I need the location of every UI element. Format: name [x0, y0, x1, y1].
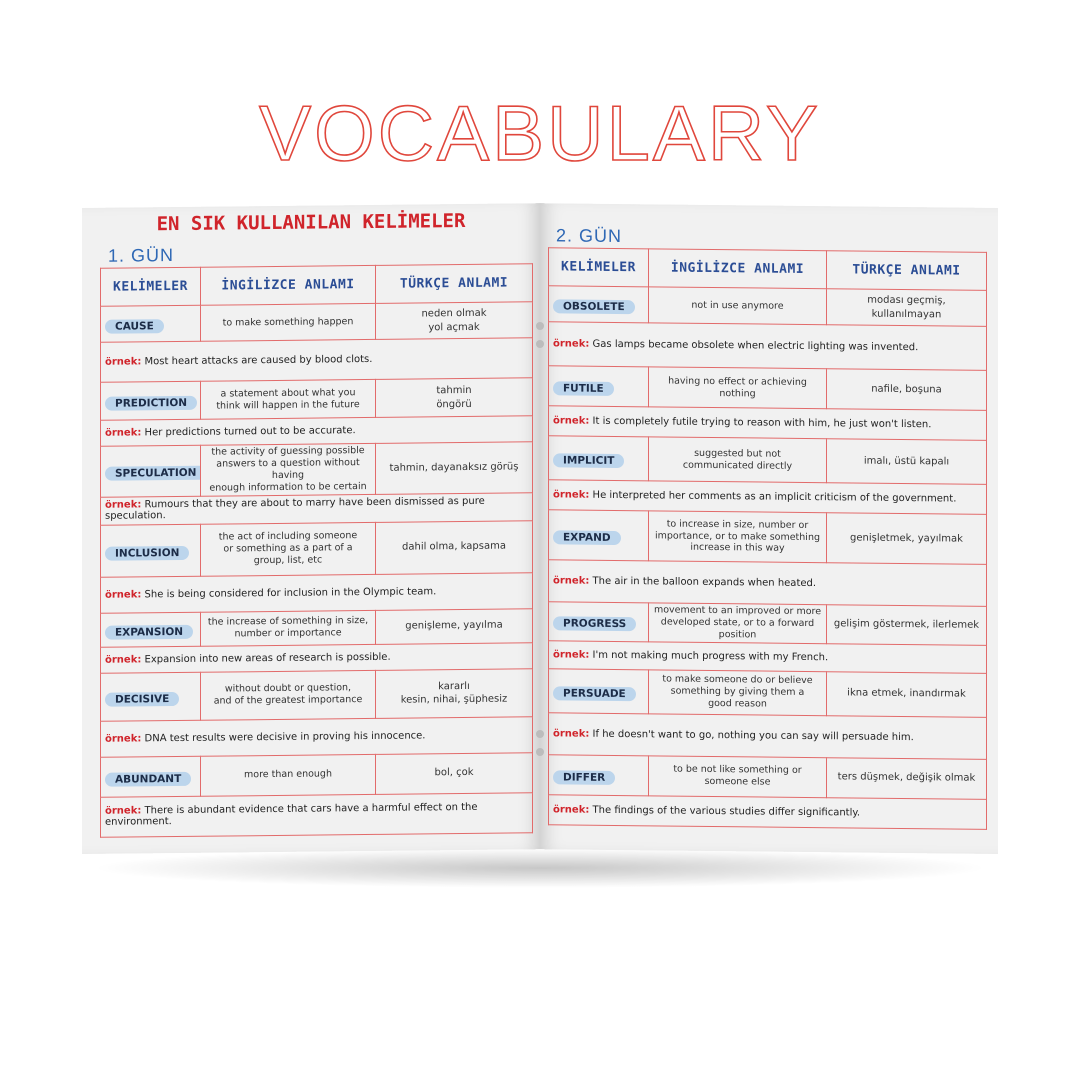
english-meaning: a statement about what you think will happen in the future — [201, 379, 376, 419]
header-words: KELİMELER — [101, 267, 201, 306]
example-text: DNA test results were decisive in proving his innocence. — [144, 729, 426, 744]
english-meaning: to increase in size, number or importance, or to make something increase in this way — [649, 511, 827, 563]
turkish-meaning: dahil olma, kapsama — [376, 520, 533, 574]
english-meaning: the act of including someone or something as a part of a group, list, etc — [201, 522, 376, 576]
example-row — [101, 792, 533, 837]
word-badge: PREDICTION — [105, 396, 197, 411]
word-row — [549, 366, 987, 411]
example-sentence — [549, 406, 987, 441]
word-row — [101, 668, 533, 721]
binding-staple — [536, 748, 544, 756]
word-row — [549, 510, 987, 565]
example-row — [549, 406, 987, 441]
word-cell — [101, 381, 201, 420]
word-cell — [549, 754, 649, 795]
example-text: Rumours that they are about to marry have been dismissed as pure speculation. — [105, 495, 485, 522]
example-text: The air in the balloon expands when heated. — [592, 575, 817, 590]
turkish-meaning: imalı, üstü kapalı — [827, 439, 987, 485]
page-title: EN SIK KULLANILAN KELİMELER — [156, 209, 466, 236]
english-meaning: to be not like something or someone else — [649, 755, 827, 797]
word-badge: DIFFER — [553, 770, 615, 785]
word-badge: SPECULATION — [105, 466, 201, 481]
example-label: örnek: — [105, 805, 142, 817]
left-page — [82, 203, 540, 854]
example-row — [549, 712, 987, 759]
example-sentence — [549, 794, 987, 829]
header-english: İNGİLİZCE ANLAMI — [201, 265, 376, 305]
example-row — [549, 794, 987, 829]
example-label: örnek: — [105, 499, 142, 511]
example-label: örnek: — [105, 356, 142, 368]
english-meaning: having no effect or achieving nothing — [649, 367, 827, 409]
example-text: I'm not making much progress with my French. — [592, 649, 829, 663]
turkish-meaning: genişleme, yayılma — [376, 608, 533, 644]
example-sentence — [101, 572, 533, 613]
example-label: örnek: — [553, 489, 590, 501]
word-row — [101, 752, 533, 797]
example-sentence — [101, 492, 533, 525]
word-row — [549, 286, 987, 327]
example-row — [549, 322, 987, 371]
word-row — [101, 378, 533, 421]
english-meaning: the activity of guessing possible answers to a question without having enough information to be certain — [201, 443, 376, 495]
word-cell — [549, 668, 649, 713]
binding-staple — [536, 340, 544, 348]
header-words: KELİMELER — [549, 248, 649, 287]
turkish-meaning: bol, çok — [376, 752, 533, 794]
binding-staple — [536, 730, 544, 738]
turkish-meaning: modası geçmiş, kullanılmayan — [827, 289, 987, 327]
headline: VOCABULARY — [259, 89, 821, 177]
turkish-meaning: ikna etmek, inandırmak — [827, 671, 987, 717]
turkish-meaning: ters düşmek, değişik olmak — [827, 757, 987, 799]
word-row — [101, 302, 533, 343]
example-sentence — [101, 792, 533, 837]
example-text: Gas lamps became obsolete when electric lighting was invented. — [592, 338, 919, 354]
word-cell — [549, 286, 649, 323]
word-row — [549, 602, 987, 645]
turkish-meaning: nafile, boşuna — [827, 369, 987, 411]
turkish-meaning: gelişim göstermek, ilerlemek — [827, 605, 987, 645]
word-badge: OBSOLETE — [553, 299, 635, 314]
english-meaning: suggested but not communicated directly — [649, 437, 827, 483]
word-badge: CAUSE — [105, 319, 164, 334]
word-cell — [101, 524, 201, 577]
word-badge: PERSUADE — [553, 686, 636, 701]
example-label: örnek: — [105, 653, 142, 666]
english-meaning: to make something happen — [201, 303, 376, 341]
example-sentence — [549, 322, 987, 371]
example-text: The findings of the various studies differ significantly. — [592, 804, 861, 819]
word-row — [549, 668, 987, 717]
example-text: Her predictions turned out to be accurate. — [144, 425, 356, 439]
word-row — [101, 442, 533, 497]
english-meaning: movement to an improved or more developed state, or to a forward position — [649, 603, 827, 643]
word-row — [549, 754, 987, 799]
example-text: He interpreted her comments as an implicit criticism of the government. — [592, 489, 957, 505]
example-label: örnek: — [105, 588, 142, 601]
example-row — [101, 338, 533, 383]
turkish-meaning: genişletmek, yayılmak — [827, 513, 987, 565]
word-cell — [101, 672, 201, 721]
word-row — [101, 608, 533, 647]
word-badge: PROGRESS — [553, 617, 636, 632]
example-row — [101, 492, 533, 525]
word-cell — [549, 366, 649, 407]
example-text: Most heart attacks are caused by blood clots. — [144, 353, 373, 368]
word-cell — [101, 612, 201, 647]
binding-staple — [536, 322, 544, 330]
example-label: örnek: — [553, 415, 590, 427]
turkish-meaning: tahmin öngörü — [376, 378, 533, 418]
example-text: There is abundant evidence that cars have a harmful effect on the environment. — [105, 801, 478, 828]
example-sentence — [101, 338, 533, 383]
table-header — [549, 248, 987, 291]
word-cell — [549, 602, 649, 642]
english-meaning: without doubt or question, and of the greatest importance — [201, 670, 376, 720]
word-badge: EXPANSION — [105, 624, 193, 639]
example-label: örnek: — [553, 648, 590, 661]
header-turkish: TÜRKÇE ANLAMI — [376, 264, 533, 304]
word-cell — [101, 305, 201, 342]
example-label: örnek: — [105, 732, 142, 745]
word-cell — [549, 510, 649, 561]
header-turkish: TÜRKÇE ANLAMI — [827, 251, 987, 291]
example-row — [101, 572, 533, 613]
example-label: örnek: — [105, 427, 142, 439]
turkish-meaning: neden olmak yol açmak — [376, 302, 533, 340]
word-badge: EXPAND — [553, 530, 621, 545]
example-sentence — [549, 480, 987, 515]
day-label: 2. GÜN — [556, 225, 623, 247]
table-header — [101, 264, 533, 307]
example-label: örnek: — [553, 727, 590, 740]
word-badge: ABUNDANT — [105, 771, 191, 786]
example-sentence — [549, 712, 987, 759]
example-row — [549, 480, 987, 515]
vocabulary-table — [100, 263, 533, 837]
word-cell — [101, 445, 201, 497]
turkish-meaning: tahmin, dayanaksız görüş — [376, 442, 533, 494]
example-text: She is being considered for inclusion in the Olympic team. — [144, 585, 437, 600]
word-badge: DECISIVE — [105, 691, 179, 706]
vocabulary-table — [548, 247, 987, 829]
right-page — [540, 203, 998, 854]
english-meaning: the increase of something in size, number or importance — [201, 610, 376, 646]
example-label: örnek: — [553, 575, 590, 587]
example-sentence — [101, 716, 533, 757]
example-label: örnek: — [553, 803, 590, 816]
word-row — [549, 436, 987, 485]
book-shadow — [90, 848, 990, 888]
word-cell — [101, 756, 201, 797]
example-label: örnek: — [553, 338, 590, 350]
english-meaning: not in use anymore — [649, 287, 827, 325]
turkish-meaning: kararlı kesin, nihai, şüphesiz — [376, 668, 533, 718]
example-row — [549, 560, 987, 607]
word-row — [101, 520, 533, 577]
example-text: Expansion into new areas of research is possible. — [144, 651, 391, 665]
example-text: It is completely futile trying to reason with him, he just won't listen. — [592, 415, 932, 431]
example-sentence — [549, 560, 987, 607]
example-row — [101, 716, 533, 757]
word-cell — [549, 436, 649, 481]
example-text: If he doesn't want to go, nothing you can say will persuade him. — [592, 728, 914, 743]
header-english: İNGİLİZCE ANLAMI — [649, 249, 827, 289]
english-meaning: more than enough — [201, 754, 376, 796]
english-meaning: to make someone do or believe something by giving them a good reason — [649, 669, 827, 715]
word-badge: IMPLICIT — [553, 453, 624, 468]
day-label: 1. GÜN — [108, 245, 175, 266]
word-badge: FUTILE — [553, 381, 614, 396]
word-badge: INCLUSION — [105, 545, 189, 560]
